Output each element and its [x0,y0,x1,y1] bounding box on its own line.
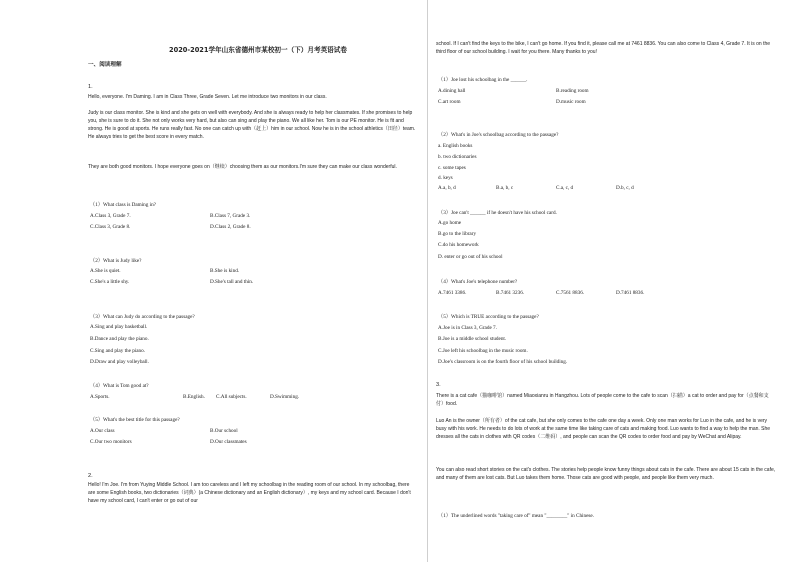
answer-option[interactable]: B.Our school [210,428,238,434]
list-item: c. some tapes [438,165,466,171]
answer-option[interactable]: C.All subjects. [216,394,247,400]
answer-option[interactable]: D.Joe's classroom is on the fourth floor of his school building. [438,359,568,365]
answer-option[interactable]: A.a, b, d [438,185,456,191]
passage-3-paragraph: Luo An is the owner（所有者）of the cat cafe, but she only comes to the cafe one day a week. Only one man works for Luo in the cafe, and he is very busy with his work. He needs to do lots of work at the same time like taking care of cats and making food. Luo wants to find a way to help the man. She dresses all the cats in clothes with QR codes（二维码）, and people can scan the QR codes to order food and pay by WeChat and Alipay. [436,418,771,440]
answer-option[interactable]: B.Dance and play the piano. [90,336,149,342]
passage-1-paragraph: Hello, everyone. I'm Daming. I am in Class Three, Grade Seven. Let me introduce two monitors in our class. [88,94,327,100]
question-stem: （3）Joe can't ______ if he doesn't have his school card. [438,210,557,216]
answer-option[interactable]: D.music room [556,99,586,105]
list-item: b. two dictionaries [438,154,477,160]
passage-2-paragraph: school. If I can't find the keys to the bike, I can't go home. If you find it, please call me at 7461 8836. You can also come to Class 4, Grade 7. It is on the third floor of our school building. I wait for you there. Many thanks to you! [436,41,771,55]
passage-3-number: 3. [436,382,441,388]
question-stem: （1）The underlined words "taking care of" mean "________" in Chinese. [438,513,594,519]
answer-option[interactable]: C.art room [438,99,461,105]
question-stem: （4）What is Tom good at? [90,383,149,389]
answer-option[interactable]: C.Class 3, Grade 8. [90,224,131,230]
page-title: 2020-2021学年山东省德州市某校初一（下）月考英语试卷 [169,46,347,54]
answer-option[interactable]: C.Our two monitors [90,439,132,445]
answer-option[interactable]: C.a, c, d [556,185,574,191]
answer-option[interactable]: C.She's a little shy. [90,279,130,285]
answer-option[interactable]: B.Joe is a middle school student. [438,336,507,342]
question-stem: （4）What's Joe's telephone number? [438,279,518,285]
answer-option[interactable]: C.do his homework [438,242,479,248]
answer-option[interactable]: A.dining hall [438,88,466,94]
answer-option[interactable]: D.b, c, d [616,185,634,191]
answer-option[interactable]: A.Our class [90,428,115,434]
answer-option[interactable]: D.She's tall and thin. [210,279,254,285]
question-stem: （3）What can Judy do according to the passage? [90,314,195,320]
question-stem: （5）What's the best title for this passage? [90,417,180,423]
answer-option[interactable]: D.Class 2, Grade 8. [210,224,251,230]
answer-option[interactable]: A.She is quiet. [90,268,121,274]
column-divider [427,0,428,562]
question-stem: （2）What is Judy like? [90,258,142,264]
question-stem: （1）Joe lost his schoolbag in the ______. [438,77,528,83]
answer-option[interactable]: C.Joe left his schoolbag in the music room. [438,348,528,354]
answer-option[interactable]: A.go home [438,220,462,226]
passage-2-number: 2. [88,473,93,479]
list-item: a. English books [438,143,473,149]
answer-option[interactable]: D. enter or go out of his school [438,254,503,260]
answer-option[interactable]: B.a, b, c [496,185,514,191]
question-stem: （5）Which is TRUE according to the passage? [438,314,539,320]
answer-option[interactable]: A.Sing and play basketball. [90,324,148,330]
answer-option[interactable]: B.7461 3236. [496,290,525,296]
answer-option[interactable]: B.English. [183,394,205,400]
question-stem: （1）What class is Daming in? [90,202,156,208]
answer-option[interactable]: D.Swimming. [270,394,300,400]
answer-option[interactable]: D.7461 8836. [616,290,645,296]
passage-3-paragraph: There is a cat cafe（猫咖啡馆）named Miaoxianru in Hangzhou. Lots of people come to the cafe to scan（扫描）a cat to order and pay for（点餐和支付）food. [436,393,769,407]
answer-option[interactable]: A.Class 3, Grade 7. [90,213,131,219]
passage-1-number: 1. [88,84,93,90]
answer-option[interactable]: B.She is kind. [210,268,240,274]
question-stem: （2）What's in Joe's schoolbag according to the passage? [438,132,559,138]
list-item: d. keys [438,175,453,181]
answer-option[interactable]: A.7461 3386. [438,290,467,296]
answer-option[interactable]: A.Sports. [90,394,110,400]
answer-option[interactable]: C.Sing and play the piano. [90,348,146,354]
answer-option[interactable]: B.go to the library [438,231,477,237]
passage-2-paragraph: Hello! I'm Joe. I'm from Yuying Middle School. I am too careless and I left my schoolbag in the reading room of our school. In my schoolbag, there are some English books, two dictionaries（词典）(a Chinese dictionary and an English dictionary）, my keys and my school card. Because I don't have my school card, I can't enter or go out of our [88,482,411,504]
answer-option[interactable]: D.Draw and play volleyball. [90,359,149,365]
answer-option[interactable]: B.reading room [556,88,589,94]
passage-3-paragraph: You can also read short stories on the cat's clothes. The stories help people know funny things about cats in the cafe. There are about 15 cats in the cafe, and many of them are lost cats. But Luo takes them home. Those cats are good with people, and people like them very much. [436,467,776,481]
answer-option[interactable]: B.Class 7, Grade 3. [210,213,251,219]
answer-option[interactable]: A.Joe is in Class 3, Grade 7. [438,325,497,331]
passage-1-paragraph: They are both good monitors. I hope everyone goes on（继续）choosing them as our monitors.I'm sure they can make our class wonderful. [88,164,397,170]
passage-1-paragraph: Judy is our class monitor. She is kind and she gets on well with everybody. And she is always ready to help her classmates. If she promises to help you, she is sure to do it. She not only works very hard, but also can sing and play the piano. We all like her. Tom is our PE monitor. He is fit and strong. He is good at sports. He runs really fast. No one can catch up with（赶上）him in our school. Now he is in the school athletics（田径）team. He always tries to get the best score in every match. [88,110,416,140]
answer-option[interactable]: D.Our classmates [210,439,247,445]
answer-option[interactable]: C.7561 8836. [556,290,585,296]
section-heading: 一、阅读理解 [88,62,122,68]
